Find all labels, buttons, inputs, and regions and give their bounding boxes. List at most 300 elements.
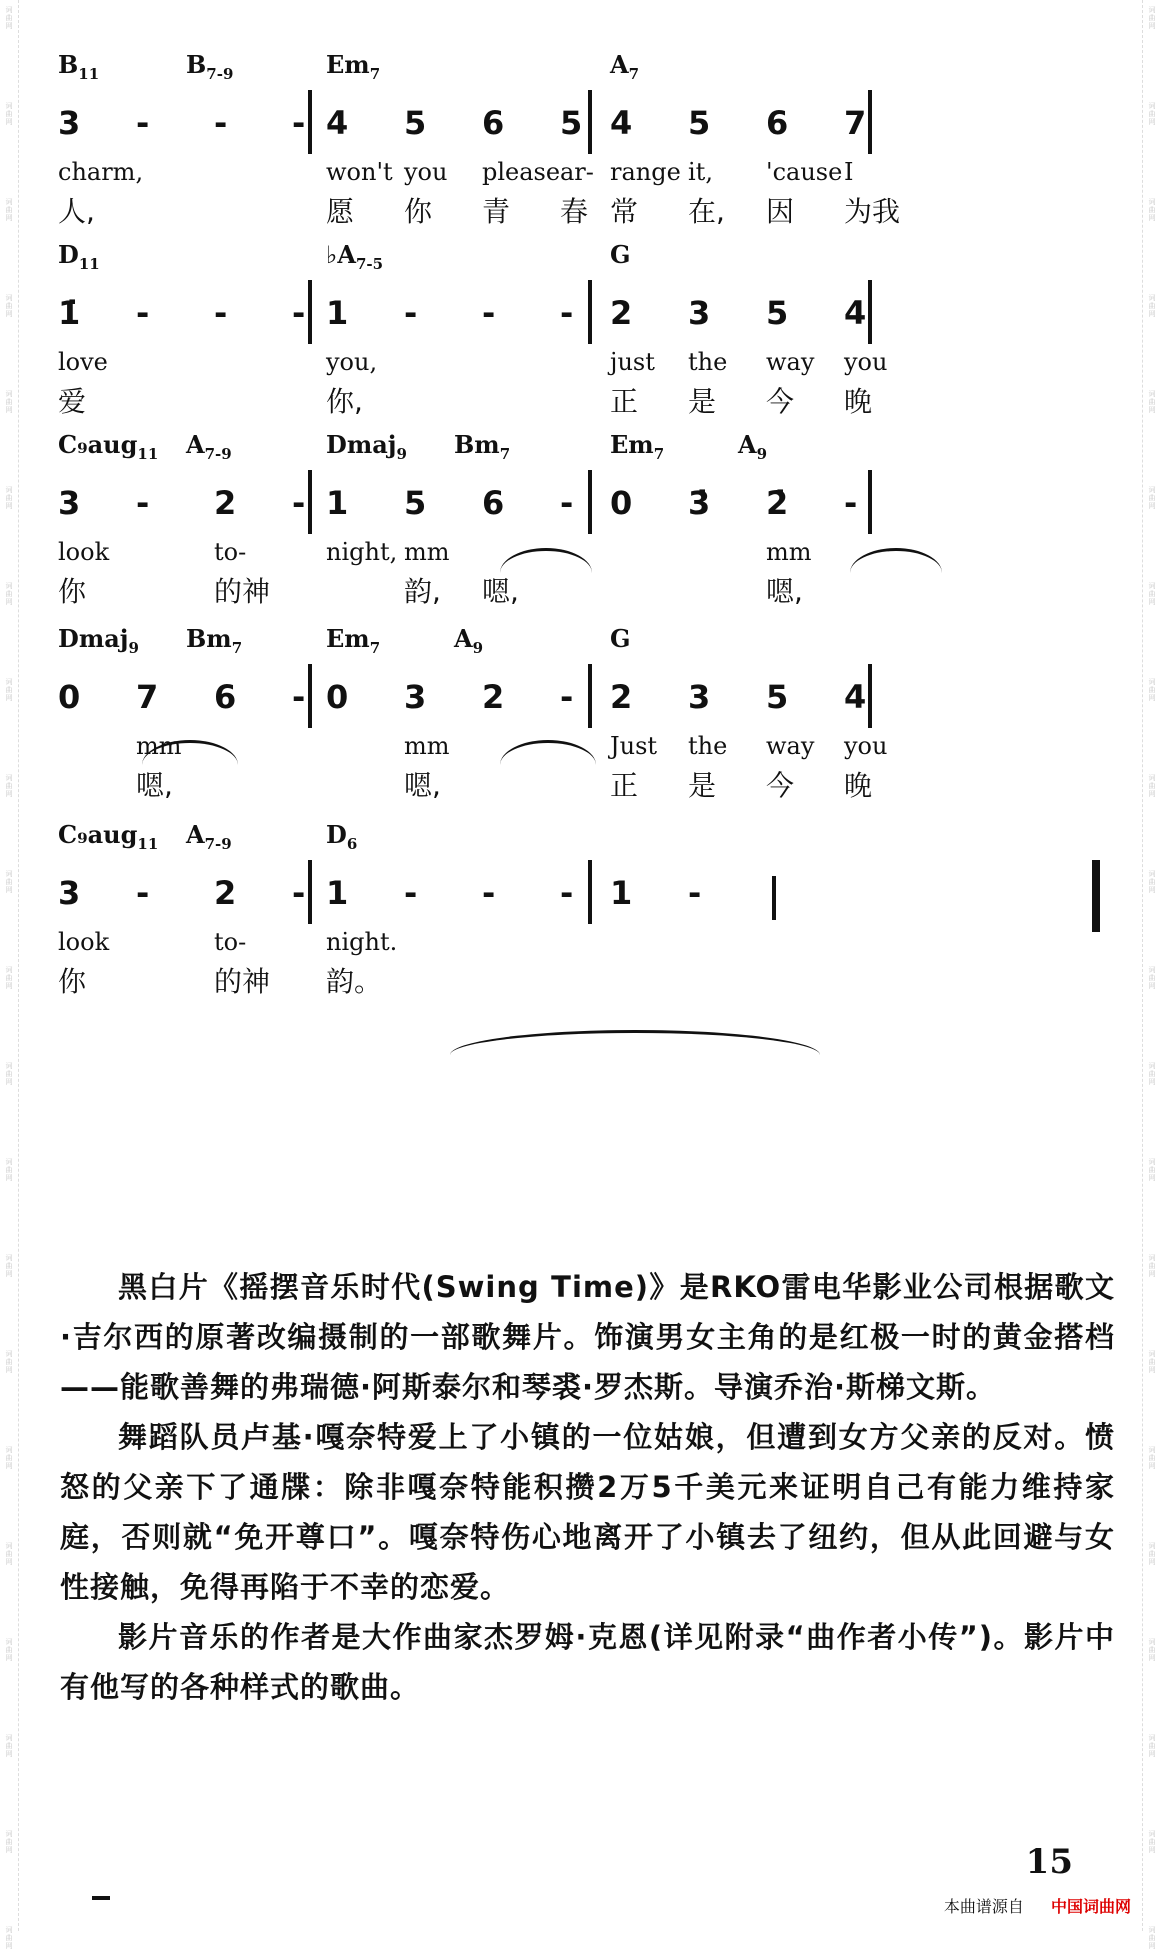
chord-extension: 7 [369,64,381,83]
note-row [610,484,922,522]
english-lyric: you, [326,348,378,376]
watermark-text: 词曲网 [1148,774,1156,798]
watermark-text: 词曲网 [5,1254,13,1278]
watermark-text: 词曲网 [1148,966,1156,990]
chinese-lyric: 人, [58,195,95,228]
english-lyric [214,348,292,376]
chinese-lyric [560,960,638,1000]
chord-name: Bm [454,430,500,459]
chinese-lyric: 嗯, [404,769,441,802]
article-text [60,1262,1115,1712]
note: 2 [214,484,237,522]
chord-symbol [58,430,158,463]
english-lyric: it, [688,158,713,186]
english-lyric: 'cause [766,158,843,186]
page-number: 15 [1025,1842,1073,1882]
english-lyric-row [610,158,922,186]
chord-symbol [454,624,483,657]
note: - [560,484,574,522]
watermark-text: 词曲网 [5,966,13,990]
note: - [136,104,150,142]
note: 5 [404,104,427,142]
english-lyric [136,928,214,956]
english-lyric-row [326,928,638,956]
watermark-text: 词曲网 [1148,390,1156,414]
watermark-text: 词曲网 [5,6,13,30]
chinese-lyric: 今 [766,769,795,802]
chinese-lyric-row [326,570,638,610]
english-lyric [136,348,214,376]
chinese-lyric [326,764,404,804]
english-lyric: range [610,158,681,186]
chinese-lyric: 的神 [214,575,271,608]
chord-symbol [326,820,357,853]
note-row [610,874,922,912]
source-label: 本曲谱源自 [943,1897,1024,1916]
english-lyric [560,928,638,956]
chord-name: A [610,50,629,79]
english-lyric-row [326,158,638,186]
chinese-lyric: 在, [688,195,725,228]
english-lyric: I [844,158,854,186]
chord-extension: 11 [137,444,159,463]
chinese-lyric [136,380,214,420]
bar-line [308,90,312,154]
note: - [214,104,228,142]
paragraph: 舞蹈队员卢基·嘎奈特爱上了小镇的一位姑娘，但遭到女方父亲的反对。愤怒的父亲下了通牒：除非嘎奈特能积攒2万5千美元来证明自己有能力维持家庭，否则就“免开尊口”。嘎奈特伤心地离开了小镇去了纽约，但从此回避与女性接触，免得再陷于不幸的恋爱。 [60,1420,1115,1604]
watermark-text: 词曲网 [5,198,13,222]
paragraph: 黑白片《摇摆音乐时代(Swing Time)》是RKO雷电华影业公司根据歌文·吉尔西的原著改编摄制的一部歌舞片。饰演男女主角的是红极一时的黄金搭档——能歌善舞的弗瑞德·阿斯泰尔和琴裘·罗杰斯。导演乔治·斯梯文斯。 [60,1270,1115,1404]
english-lyric [404,928,482,956]
note: 1 [326,484,349,522]
chinese-lyric: 你 [58,965,87,998]
note: - [482,874,496,912]
chord-extension: 7-9 [204,834,232,853]
bar-line [308,280,312,344]
chord-symbol [58,50,99,83]
english-lyric [404,348,482,376]
chinese-lyric-row [610,190,922,230]
chinese-lyric [136,960,214,1000]
chord-extension: 11 [137,834,159,853]
note: 2 [610,294,633,332]
chord-symbol [186,820,232,853]
note: - [292,874,306,912]
chinese-lyric [136,190,214,230]
chinese-lyric [610,570,688,610]
chinese-lyric-row [58,570,370,610]
chord-symbol [186,624,242,657]
chord-extension: 7 [628,64,640,83]
note: - [404,874,418,912]
chinese-lyric: 韵, [404,575,441,608]
watermark-text: 词曲网 [5,1446,13,1470]
note-row [58,874,370,912]
watermark-text: 词曲网 [1148,1446,1156,1470]
english-lyric [688,538,766,566]
chord-name: A [454,624,473,653]
watermark-text: 词曲网 [5,678,13,702]
chinese-lyric: 晚 [844,385,873,418]
note: 1̇ [58,294,81,332]
watermark-text: 词曲网 [1148,1350,1156,1374]
english-lyric: ar- [560,158,594,186]
bar-line [868,90,872,154]
chord-extension: 9 [472,638,484,657]
site-name-link[interactable]: 中国词曲网 [1050,1897,1131,1916]
note: 5 [404,484,427,522]
bar-line [588,90,592,154]
note-row [610,294,922,332]
english-lyric: night. [326,928,398,956]
final-bar-line [1092,860,1100,932]
english-lyric: love [58,348,108,376]
watermark-text: 词曲网 [1148,486,1156,510]
chord-extension: 9 [756,444,768,463]
chord-extension: 7 [499,444,511,463]
chord-name: A [186,430,205,459]
chord-name: Dmaj [326,430,397,459]
note-row [58,484,370,522]
note: 3 [688,294,711,332]
note: 2 [214,874,237,912]
watermark-text: 词曲网 [5,486,13,510]
chinese-lyric: 青 [482,195,511,228]
note-row [58,678,370,716]
note-row [58,104,370,142]
english-lyric: you [844,732,888,760]
watermark-text: 词曲网 [1148,6,1156,30]
chinese-lyric: 韵。 [326,965,383,998]
watermark-text: 词曲网 [5,1158,13,1182]
note: 3 [688,678,711,716]
bar-line [308,860,312,924]
chord-name: Bm [186,624,232,653]
english-lyric: night, [326,538,398,566]
chinese-lyric-row [610,570,922,610]
chord-extension: 11 [78,64,100,83]
chinese-lyric: 今 [766,385,795,418]
chord-name: G [610,624,631,653]
chord-symbol [738,430,767,463]
note: - [560,294,574,332]
note: 5 [766,294,789,332]
watermark-text: 词曲网 [1148,870,1156,894]
english-lyric: the [688,732,728,760]
chord-symbol [186,50,233,83]
note-row [610,104,922,142]
note: 3̇ [688,484,711,522]
chord-name: Dmaj [58,624,129,653]
chord-symbol [610,624,631,657]
bar-line [308,470,312,534]
chinese-lyric [482,380,560,420]
chinese-lyric [482,764,560,804]
chinese-lyric [214,380,292,420]
english-lyric: just [610,348,655,376]
note [766,874,844,912]
paragraph: 影片音乐的作者是大作曲家杰罗姆·克恩(详见附录“曲作者小传”)。影片中有他写的各种样式的歌曲。 [60,1620,1115,1704]
chinese-lyric: 爱 [58,385,87,418]
chinese-lyric [214,190,292,230]
bar-line [588,470,592,534]
bar-line [588,280,592,344]
note: 6 [482,104,505,142]
chinese-lyric-row [58,960,370,1000]
chinese-lyric: 春 [560,195,589,228]
bar-line [868,664,872,728]
english-lyric-row [58,158,370,186]
chinese-lyric [688,570,766,610]
note: - [688,874,702,912]
note: 5 [560,104,583,142]
chord-symbol [58,820,158,853]
chord-name: B [186,50,207,79]
english-lyric-row [58,538,370,566]
chinese-lyric [326,570,404,610]
english-lyric: mm [136,732,182,760]
watermark-text: 词曲网 [1148,1734,1156,1758]
english-lyric [610,538,688,566]
chinese-lyric: 嗯, [766,575,803,608]
chord-symbol [610,430,664,463]
watermark-text: 词曲网 [5,1734,13,1758]
chinese-lyric-row [610,380,922,420]
english-lyric: mm [766,538,812,566]
chinese-lyric [844,570,922,610]
note: 5 [688,104,711,142]
chinese-lyric: 是 [688,769,717,802]
chord-symbol [326,240,383,273]
note: - [214,294,228,332]
chinese-lyric: 的神 [214,965,271,998]
watermark-text: 词曲网 [5,774,13,798]
english-lyric [136,538,214,566]
note: 0 [58,678,81,716]
english-lyric [214,158,292,186]
chord-name: ♭A [326,240,356,269]
note: 6 [214,678,237,716]
chinese-lyric: 因 [766,195,795,228]
note: 1 [610,874,633,912]
chord-symbol [454,430,510,463]
watermark-text: 词曲网 [1148,1638,1156,1662]
chinese-lyric: 你 [404,195,433,228]
slur [450,1030,820,1055]
english-lyric [326,732,404,760]
note: 4 [844,678,867,716]
english-lyric: the [688,348,728,376]
chord-name: C₉aug [58,430,138,459]
watermark-text: 词曲网 [5,582,13,606]
english-lyric: look [58,538,110,566]
chinese-lyric: 愿 [326,195,355,228]
chinese-lyric-row [326,960,638,1000]
source-footer [944,1894,1131,1917]
english-lyric: to- [214,538,247,566]
bar-line [868,280,872,344]
note: 0 [610,484,633,522]
chinese-lyric-row [58,380,370,420]
chord-symbol [186,430,232,463]
english-lyric: mm [404,732,450,760]
note: 3 [404,678,427,716]
watermark-text: 词曲网 [5,390,13,414]
chinese-lyric [404,960,482,1000]
note: - [560,678,574,716]
chord-name: G [610,240,631,269]
chord-symbol [326,624,380,657]
watermark-text: 词曲网 [5,1638,13,1662]
note: 3 [58,484,81,522]
chord-extension: 7-5 [355,254,384,273]
note: 2 [610,678,633,716]
chinese-lyric-row [326,380,638,420]
watermark-text: 词曲网 [1148,1158,1156,1182]
note: - [482,294,496,332]
note: 7 [136,678,159,716]
note: - [560,874,574,912]
bar-line [868,470,872,534]
left-margin-watermark-strip [0,0,19,1950]
chinese-lyric: 嗯, [136,769,173,802]
note-row [58,294,370,332]
note: - [136,484,150,522]
watermark-text: 词曲网 [1148,1542,1156,1566]
bar-line [588,664,592,728]
chinese-lyric: 你, [326,385,363,418]
note: 1 [326,874,349,912]
note: 5 [766,678,789,716]
chinese-lyric: 晚 [844,769,873,802]
english-lyric: look [58,928,110,956]
chord-extension: 7 [653,444,665,463]
chord-name: A [738,430,757,459]
english-lyric: won't [326,158,393,186]
english-lyric [482,928,560,956]
bar-line [588,860,592,924]
bar-line [772,876,776,920]
note: 6 [766,104,789,142]
watermark-text: 词曲网 [1148,198,1156,222]
watermark-text: 词曲网 [1148,102,1156,126]
chinese-lyric: 正 [610,385,639,418]
chord-name: D [326,820,347,849]
note: - [292,678,306,716]
english-lyric: way [766,732,815,760]
chinese-lyric [214,764,292,804]
chord-name: C₉aug [58,820,138,849]
chinese-lyric [136,570,214,610]
note: 4 [844,294,867,332]
chinese-lyric: 是 [688,385,717,418]
chord-name: A [186,820,205,849]
english-lyric [482,348,560,376]
note: - [136,294,150,332]
watermark-text: 词曲网 [5,294,13,318]
chinese-lyric-row [58,190,370,230]
note: 1 [326,294,349,332]
english-lyric-row [610,732,922,760]
chord-symbol [326,50,380,83]
note-row [610,678,922,716]
note: 7 [844,104,867,142]
watermark-text: 词曲网 [5,1830,13,1854]
chinese-lyric [404,380,482,420]
chinese-lyric: 正 [610,769,639,802]
english-lyric-row [58,928,370,956]
chinese-lyric-row [610,764,922,804]
watermark-text: 词曲网 [1148,678,1156,702]
chord-extension: 9 [396,444,407,463]
note: - [136,874,150,912]
watermark-text: 词曲网 [1148,1254,1156,1278]
note: - [292,484,306,522]
note: - [292,294,306,332]
chinese-lyric: 嗯, [482,575,519,608]
english-lyric: you [844,348,888,376]
watermark-text: 词曲网 [5,1350,13,1374]
note: 4 [326,104,349,142]
note: 6 [482,484,505,522]
english-lyric: to- [214,928,247,956]
chord-symbol [326,430,407,463]
english-lyric [136,158,214,186]
watermark-text: 词曲网 [5,1926,13,1950]
note: 0 [326,678,349,716]
chinese-lyric-row [58,764,370,804]
chord-symbol [58,624,139,657]
note: 3 [58,874,81,912]
bar-line [308,664,312,728]
note: 3 [58,104,81,142]
chord-symbol [58,240,100,273]
watermark-text: 词曲网 [1148,582,1156,606]
watermark-text: 词曲网 [5,102,13,126]
chinese-lyric: 为我 [844,195,901,228]
watermark-text: 词曲网 [5,1542,13,1566]
watermark-text: 词曲网 [5,870,13,894]
chord-extension: 11 [78,254,100,273]
note: 4 [610,104,633,142]
watermark-text: 词曲网 [1148,1830,1156,1854]
watermark-text: 词曲网 [5,1062,13,1086]
chinese-lyric [482,960,560,1000]
chord-symbol [610,240,631,273]
chinese-lyric-row [326,190,638,230]
chord-extension: 7-9 [204,444,232,463]
english-lyric: charm, [58,158,144,186]
watermark-text: 词曲网 [1148,294,1156,318]
chord-extension: 7 [231,638,243,657]
chord-name: Em [326,50,370,79]
english-lyric-row [326,538,638,566]
chord-name: Em [610,430,654,459]
english-lyric: you [404,158,448,186]
chord-name: D [58,240,79,269]
english-lyric-row [610,348,922,376]
chord-extension: 7 [369,638,381,657]
note [844,874,922,912]
english-lyric: Just [610,732,658,760]
chinese-lyric-row [326,764,638,804]
chord-name: B [58,50,79,79]
print-mark [92,1896,110,1900]
chord-extension: 6 [346,834,358,853]
english-lyric: way [766,348,815,376]
watermark-text: 词曲网 [1148,1926,1156,1950]
chinese-lyric [58,764,136,804]
